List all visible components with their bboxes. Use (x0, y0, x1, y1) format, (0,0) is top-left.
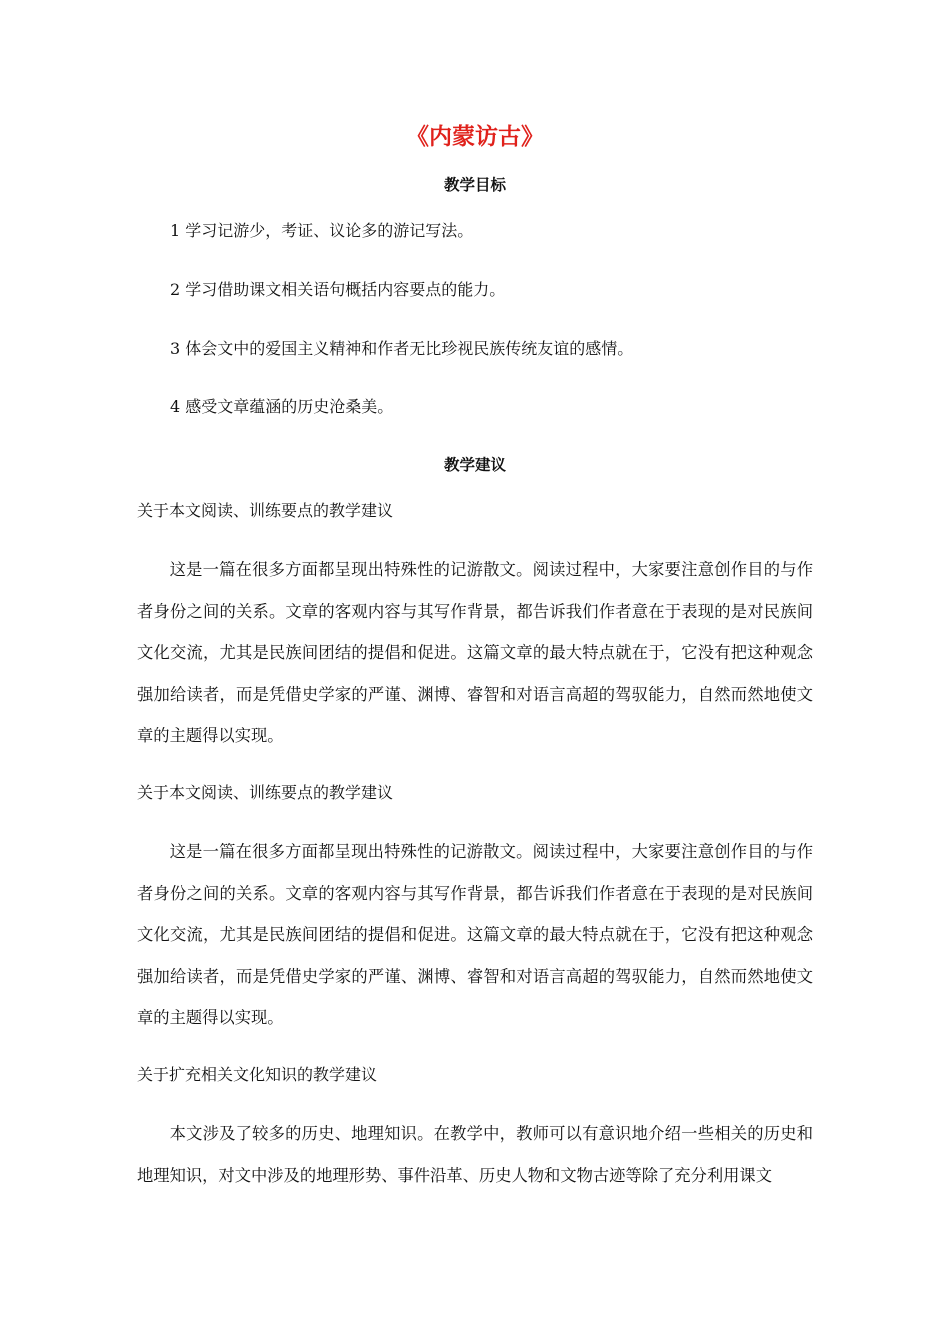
suggestions-heading: 教学建议 (443, 456, 506, 474)
section-subheading-1: 关于本文阅读、训练要点的教学建议 (137, 501, 394, 520)
section-paragraph-3: 本文涉及了较多的历史、地理知识。在教学中，教师可以有意识地介绍一些相关的历史和地理知识，对文中涉及的地理形势、事件沿革、历史人物和文物古迹等除了充分利用课文 (137, 1124, 813, 1185)
section-paragraph-2: 这是一篇在很多方面都呈现出特殊性的记游散文。阅读过程中，大家要注意创作目的与作者身份之间的关系。文章的客观内容与其写作背景，都告诉我们作者意在于表现的是对民族间文化交流，尤其是民族间团结的提倡和促进。这篇文章的最大特点就在于，它没有把这种观念强加给读者，而是凭借史学家的严谨、渊博、睿智和对语言高超的驾驭能力，自然而然地使文章的主题得以实现。 (137, 842, 813, 1027)
objectives-heading: 教学目标 (443, 176, 506, 194)
objective-item-3: 3 体会文中的爱国主义精神和作者无比珍视民族传统友谊的感情。 (170, 339, 634, 358)
objective-item-4: 4 感受文章蕴涵的历史沧桑美。 (170, 397, 394, 416)
section-subheading-2: 关于本文阅读、训练要点的教学建议 (137, 783, 394, 802)
document-title: 《内蒙访古》 (406, 124, 544, 150)
objective-item-2: 2 学习借助课文相关语句概括内容要点的能力。 (170, 280, 506, 299)
objective-item-1: 1 学习记游少，考证、议论多的游记写法。 (170, 221, 474, 240)
section-paragraph-1: 这是一篇在很多方面都呈现出特殊性的记游散文。阅读过程中，大家要注意创作目的与作者身份之间的关系。文章的客观内容与其写作背景，都告诉我们作者意在于表现的是对民族间文化交流，尤其是民族间团结的提倡和促进。这篇文章的最大特点就在于，它没有把这种观念强加给读者，而是凭借史学家的严谨、渊博、睿智和对语言高超的驾驭能力，自然而然地使文章的主题得以实现。 (137, 560, 813, 745)
section-subheading-3: 关于扩充相关文化知识的教学建议 (137, 1065, 378, 1084)
